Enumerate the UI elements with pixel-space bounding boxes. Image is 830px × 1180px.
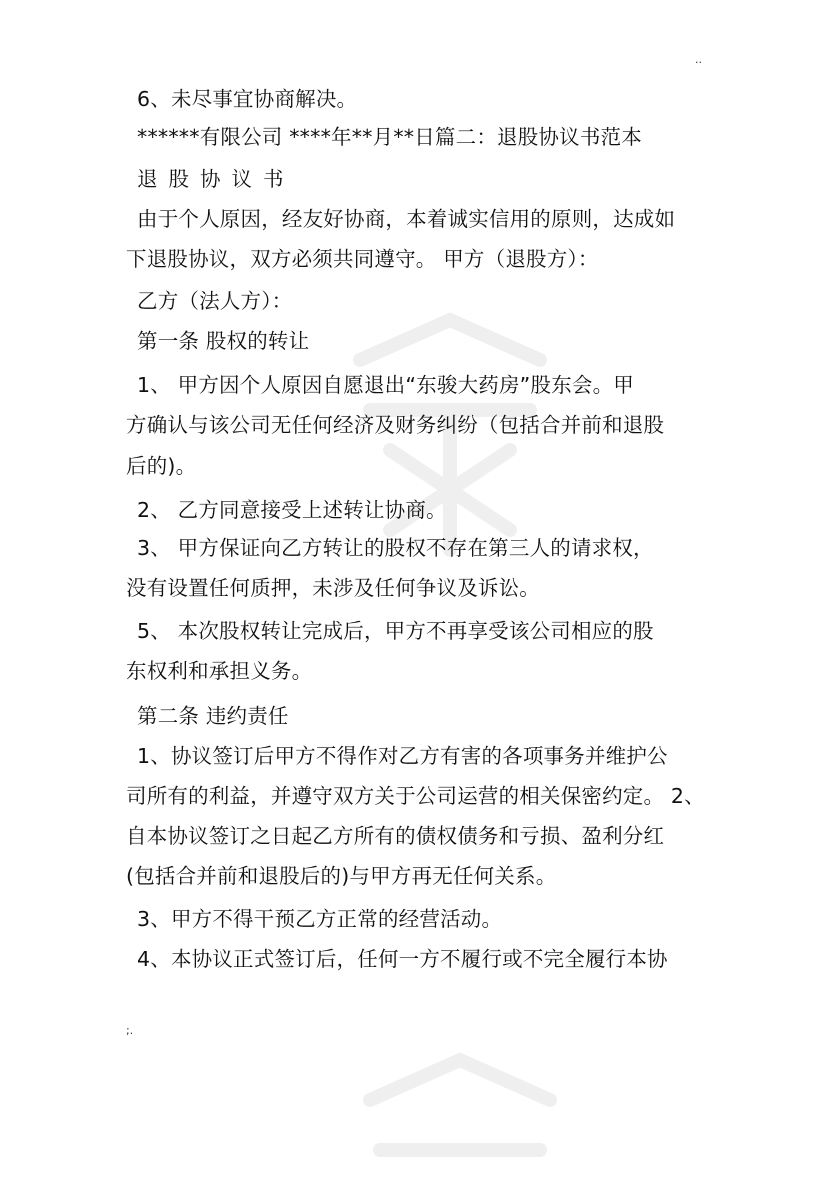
text-line-20: (包括合并前和退股后的)与甲方再无任何关系。 xyxy=(126,864,557,888)
document-title: 退股协议书 xyxy=(137,167,295,191)
text-line-13: 没有设置任何质押，未涉及任何争议及诉讼。 xyxy=(126,576,540,600)
text-line-15: 东权利和承担义务。 xyxy=(126,659,313,683)
text-line-17: 1、协议签订后甲方不得作对乙方有害的各项事务并维护公 xyxy=(137,744,668,768)
text-line-2: ******有限公司 ****年**月**日篇二：退股协议书范本 xyxy=(137,125,642,149)
text-line-22: 4、本协议正式签订后，任何一方不履行或不完全履行本协 xyxy=(137,947,668,971)
text-line-12: 3、 甲方保证向乙方转让的股权不存在第三人的请求权， xyxy=(137,536,654,560)
text-line-9: 方确认与该公司无任何经济及财务纠纷（包括合并前和退股 xyxy=(126,413,665,437)
text-line-1: 6、未尽事宜协商解决。 xyxy=(137,87,358,111)
text-line-14: 5、 本次股权转让完成后，甲方不再享受该公司相应的股 xyxy=(137,619,654,643)
page-mark-bottom: ;. xyxy=(126,1024,134,1037)
text-line-8: 1、 甲方因个人原因自愿退出“东骏大药房”股东会。甲 xyxy=(137,373,634,397)
text-line-19: 自本协议签订之日起乙方所有的债权债务和亏损、盈利分红 xyxy=(126,824,665,848)
text-line-5: 下退股协议，双方必须共同遵守。 甲方（退股方）： xyxy=(126,247,599,271)
section-heading-1: 第一条 股权的转让 xyxy=(137,329,310,353)
section-heading-2: 第二条 违约责任 xyxy=(137,704,289,728)
text-line-4: 由于个人原因，经友好协商，本着诚实信用的原则，达成如 xyxy=(137,207,676,231)
text-line-11: 2、 乙方同意接受上述转让协商。 xyxy=(137,498,447,522)
text-line-10: 后的)。 xyxy=(126,454,197,478)
text-line-21: 3、甲方不得干预乙方正常的经营活动。 xyxy=(137,907,503,931)
text-line-18: 司所有的利益，并遵守双方关于公司运营的相关保密约定。 2、 xyxy=(126,784,705,808)
page-mark-top: .. xyxy=(695,53,702,66)
text-line-6: 乙方（法人方）： xyxy=(137,289,293,313)
watermark-graphic-bottom xyxy=(340,1040,580,1180)
